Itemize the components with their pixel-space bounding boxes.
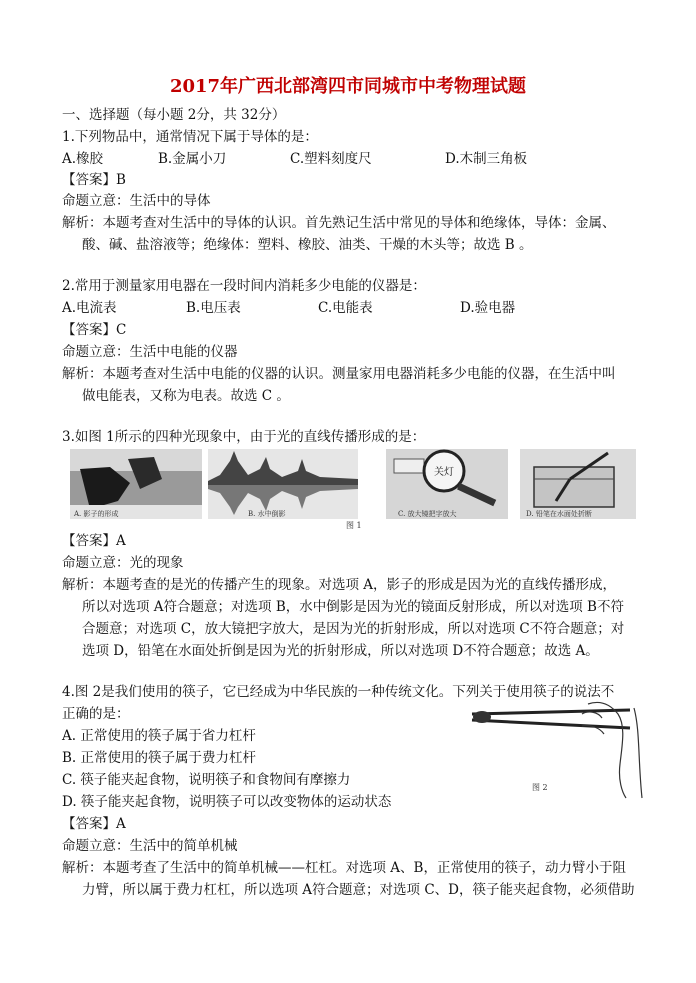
q4-analysis-line: 解析：本题考查了生活中的简单机械——杠杠。对选项 A、B，正常使用的筷子，动力臂小于阻 xyxy=(62,860,626,876)
q1-analysis-line: 酸、碱、盐溶液等；绝缘体：塑料、橡胶、油类、干燥的木头等；故选 B 。 xyxy=(82,237,533,253)
q2-answer: 【答案】C xyxy=(62,322,127,338)
q3-intent: 命题立意：光的现象 xyxy=(62,555,184,571)
q1-analysis-line: 解析：本题考查对生活中的导体的认识。首先熟记生活中常见的导体和绝缘体，导体：金属、 xyxy=(62,215,616,231)
q3-analysis-line: 所以对选项 A符合题意；对选项 B，水中倒影是因为光的镜面反射形成，所以对选项 B不符 xyxy=(82,599,624,615)
caption-c: C. 放大镜把字放大 xyxy=(398,510,457,518)
q4-answer: 【答案】A xyxy=(62,816,126,832)
page-title: 2017年广西北部湾四市同城市中考物理试题 xyxy=(169,76,527,97)
q4-stem: 正确的是： xyxy=(62,706,130,722)
figure-1-photos xyxy=(70,449,636,529)
section-heading: 一、选择题（每小题 2分，共 32分） xyxy=(62,107,286,123)
q3-answer: 【答案】A xyxy=(62,533,126,549)
q4-stem: 4.图 2是我们使用的筷子，它已经成为中华民族的一种传统文化。下列关于使用筷子的说法不 xyxy=(62,684,615,700)
q2-analysis-line: 做电能表，又称为电表。故选 C 。 xyxy=(82,388,290,404)
q1-stem: 1.下列物品中，通常情况下属于导体的是： xyxy=(62,129,318,145)
q3-analysis-line: 解析：本题考查的是光的传播产生的现象。对选项 A，影子的形成是因为光的直线传播形成， xyxy=(62,577,617,593)
photo-reflection xyxy=(208,449,358,519)
q1-option-b: B.金属小刀 xyxy=(158,151,227,167)
figure-1-label: 图 1 xyxy=(346,521,362,530)
photo-pencil xyxy=(520,449,636,519)
q4-option-d: D. 筷子能夹起食物，说明筷子可以改变物体的运动状态 xyxy=(62,794,392,810)
q4-option-c: C. 筷子能夹起食物，说明筷子和食物间有摩擦力 xyxy=(62,772,351,788)
q4-option-a: A. 正常使用的筷子属于省力杠杆 xyxy=(62,728,256,744)
lamp-text: 关灯 xyxy=(434,467,454,478)
caption-a: A. 影子的形成 xyxy=(74,510,119,518)
q2-intent: 命题立意：生活中电能的仪器 xyxy=(62,344,238,360)
q1-option-c: C.塑料刻度尺 xyxy=(290,151,372,167)
q1-option-a: A.橡胶 xyxy=(62,151,104,167)
q2-stem: 2.常用于测量家用电器在一段时间内消耗多少电能的仪器是： xyxy=(62,278,426,294)
q4-analysis-line: 力臂，所以属于费力杠杠，所以选项 A符合题意；对选项 C、D，筷子能夹起食物，必须借助 xyxy=(82,882,635,898)
photo-shadow xyxy=(70,449,202,519)
figure-2-chopsticks xyxy=(470,700,650,800)
q3-stem: 3.如图 1所示的四种光现象中，由于光的直线传播形成的是： xyxy=(62,429,426,445)
photo-magnifier xyxy=(386,449,508,519)
q1-option-d: D.木制三角板 xyxy=(445,151,528,167)
q2-option-d: D.验电器 xyxy=(460,300,516,316)
q3-analysis-line: 选项 D，铅笔在水面处折倒是因为光的折射形成，所以对选项 D不符合题意；故选 A。 xyxy=(82,643,599,659)
q1-answer: 【答案】B xyxy=(62,172,126,188)
q3-analysis-line: 合题意；对选项 C，放大镜把字放大，是因为光的折射形成，所以对选项 C不符合题意；对 xyxy=(82,621,625,637)
q2-option-c: C.电能表 xyxy=(318,300,373,316)
q2-analysis-line: 解析：本题考查对生活中电能的仪器的认识。测量家用电器消耗多少电能的仪器，在生活中叫 xyxy=(62,366,616,382)
caption-b: B. 水中倒影 xyxy=(248,510,286,518)
caption-d: D. 铅笔在水面处折断 xyxy=(526,510,592,518)
q1-intent: 命题立意：生活中的导体 xyxy=(62,193,211,209)
figure-2-label: 图 2 xyxy=(532,783,548,792)
q4-intent: 命题立意：生活中的简单机械 xyxy=(62,838,238,854)
q2-option-a: A.电流表 xyxy=(62,300,117,316)
q4-option-b: B. 正常使用的筷子属于费力杠杆 xyxy=(62,750,257,766)
q2-option-b: B.电压表 xyxy=(186,300,241,316)
